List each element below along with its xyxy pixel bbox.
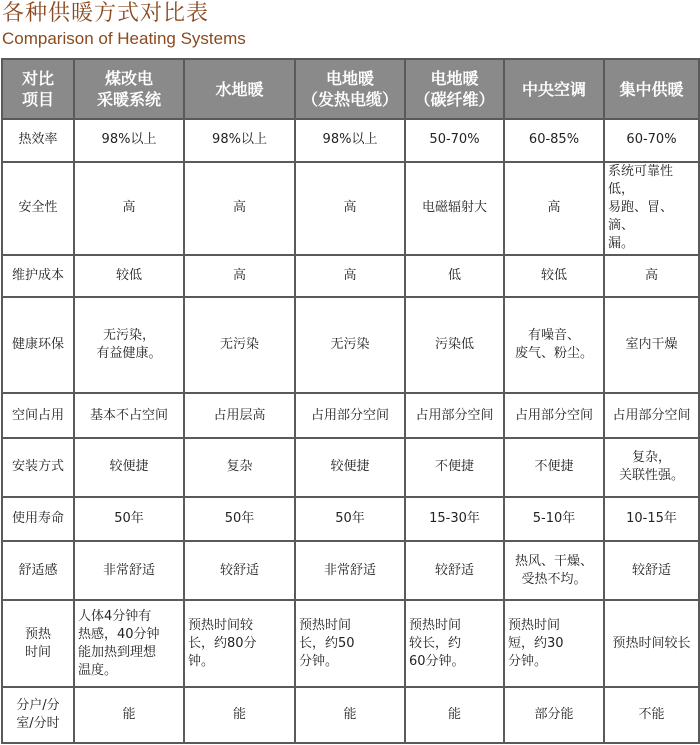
header-cell-water-floor: 水地暖	[184, 59, 295, 119]
table-cell: 无污染	[184, 297, 295, 393]
table-cell: 高	[184, 255, 295, 298]
table-cell: 较便捷	[74, 438, 184, 497]
table-cell: 5-10年	[504, 497, 604, 542]
row-label: 分户/分 室/分时	[2, 687, 74, 743]
table-header-row	[2, 59, 699, 119]
header-cell-item: 对比 项目	[2, 59, 74, 119]
table-cell: 占用部分空间	[504, 393, 604, 438]
table-cell: 50年	[184, 497, 295, 542]
table-cell: 能	[184, 687, 295, 743]
table-cell: 预热时间较 长，约80分 钟。	[184, 600, 295, 687]
table-row	[2, 687, 699, 743]
table-cell: 占用层高	[184, 393, 295, 438]
table-cell: 高	[504, 162, 604, 255]
table-cell: 非常舒适	[295, 541, 405, 600]
table-cell: 较便捷	[295, 438, 405, 497]
row-label: 舒适感	[2, 541, 74, 600]
table-row	[2, 600, 699, 687]
row-label: 预热 时间	[2, 600, 74, 687]
table-cell: 高	[295, 255, 405, 298]
table-cell: 50年	[74, 497, 184, 542]
table-cell: 预热时间较长	[604, 600, 699, 687]
row-label: 使用寿命	[2, 497, 74, 542]
table-cell: 较舒适	[604, 541, 699, 600]
row-label: 安全性	[2, 162, 74, 255]
table-cell: 低	[405, 255, 504, 298]
table-cell: 基本不占空间	[74, 393, 184, 438]
table-cell: 预热时间 较长，约 60分钟。	[405, 600, 504, 687]
row-label: 空间占用	[2, 393, 74, 438]
table-cell: 室内干燥	[604, 297, 699, 393]
table-row	[2, 497, 699, 542]
header-cell-central-heating: 集中供暖	[604, 59, 699, 119]
table-cell: 占用部分空间	[295, 393, 405, 438]
table-cell: 60-85%	[504, 119, 604, 162]
table-cell: 98%以上	[74, 119, 184, 162]
table-cell: 部分能	[504, 687, 604, 743]
table-cell: 高	[184, 162, 295, 255]
table-cell: 较低	[504, 255, 604, 298]
table-cell: 高	[74, 162, 184, 255]
table-cell: 有噪音、 废气、粉尘。	[504, 297, 604, 393]
table-row	[2, 162, 699, 255]
table-cell: 热风、干燥、 受热不均。	[504, 541, 604, 600]
table-row	[2, 255, 699, 298]
header-cell-cable-floor: 电地暖 （发热电缆）	[295, 59, 405, 119]
table-row	[2, 297, 699, 393]
table-cell: 98%以上	[184, 119, 295, 162]
table-cell: 较低	[74, 255, 184, 298]
table-cell: 无污染	[295, 297, 405, 393]
table-cell: 能	[405, 687, 504, 743]
table-cell: 能	[295, 687, 405, 743]
table-cell: 电磁辐射大	[405, 162, 504, 255]
row-label: 热效率	[2, 119, 74, 162]
table-row	[2, 393, 699, 438]
row-label: 安装方式	[2, 438, 74, 497]
table-cell: 高	[604, 255, 699, 298]
page-title: 各种供暖方式对比表	[2, 1, 210, 26]
table-cell: 系统可靠性低， 易跑、冒、滴、 漏。	[604, 162, 699, 255]
header-cell-coal-to-electric: 煤改电 采暖系统	[74, 59, 184, 119]
table-cell: 污染低	[405, 297, 504, 393]
header-cell-carbon-floor: 电地暖 （碳纤维）	[405, 59, 504, 119]
table-cell: 预热时间 长，约50 分钟。	[295, 600, 405, 687]
page-subtitle: Comparison of Heating Systems	[2, 29, 246, 48]
table-cell: 15-30年	[405, 497, 504, 542]
table-cell: 98%以上	[295, 119, 405, 162]
table-cell: 占用部分空间	[405, 393, 504, 438]
table-cell: 复杂， 关联性强。	[604, 438, 699, 497]
table-cell: 50-70%	[405, 119, 504, 162]
table-row	[2, 119, 699, 162]
table-cell: 不能	[604, 687, 699, 743]
table-cell: 复杂	[184, 438, 295, 497]
header-cell-central-ac: 中央空调	[504, 59, 604, 119]
table-cell: 10-15年	[604, 497, 699, 542]
table-cell: 50年	[295, 497, 405, 542]
table-cell: 不便捷	[504, 438, 604, 497]
comparison-table	[1, 58, 700, 744]
table-cell: 高	[295, 162, 405, 255]
table-cell: 较舒适	[184, 541, 295, 600]
table-cell: 能	[74, 687, 184, 743]
table-cell: 较舒适	[405, 541, 504, 600]
table-cell: 人体4分钟有 热感，40分钟 能加热到理想 温度。	[74, 600, 184, 687]
table-cell: 预热时间 短，约30 分钟。	[504, 600, 604, 687]
table-row	[2, 438, 699, 497]
table-cell: 占用部分空间	[604, 393, 699, 438]
table-cell: 无污染， 有益健康。	[74, 297, 184, 393]
table-row	[2, 541, 699, 600]
table-cell: 60-70%	[604, 119, 699, 162]
row-label: 健康环保	[2, 297, 74, 393]
row-label: 维护成本	[2, 255, 74, 298]
table-cell: 非常舒适	[74, 541, 184, 600]
table-cell: 不便捷	[405, 438, 504, 497]
